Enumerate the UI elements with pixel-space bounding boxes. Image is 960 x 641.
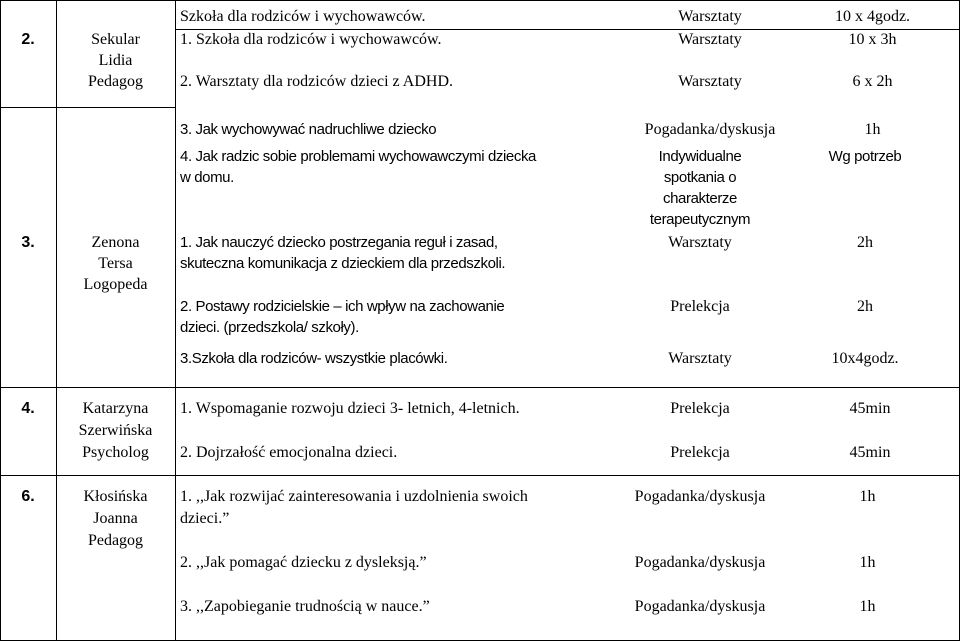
item-form: Pogadanka/dyskusja bbox=[634, 488, 766, 505]
item-form: spotkania o bbox=[663, 169, 737, 186]
row-number: 2. bbox=[21, 31, 35, 48]
person-name: Tersa bbox=[98, 255, 133, 272]
item-form: terapeutycznym bbox=[649, 211, 751, 228]
item-form: Indywidualne bbox=[658, 148, 742, 165]
item-title: 2. Warsztaty dla rodziców dzieci z ADHD. bbox=[180, 73, 453, 90]
grid-line bbox=[0, 475, 960, 476]
item-title: 1. ,,Jak rozwijać zainteresowania i uzdolnienia swoich bbox=[180, 488, 528, 505]
item-form: Prelekcja bbox=[670, 444, 730, 461]
item-time: 10 x 3h bbox=[848, 31, 897, 48]
item-time: 1h bbox=[859, 598, 876, 615]
item-title: 1. Wspomaganie rozwoju dzieci 3- letnich, 4-letnich. bbox=[180, 400, 520, 417]
item-title: dzieci. (przedszkola/ szkoły). bbox=[180, 319, 359, 336]
item-form: Pogadanka/dyskusja bbox=[644, 121, 776, 138]
person-name: Szerwińska bbox=[78, 422, 153, 439]
item-title: 2. ,,Jak pomagać dziecku z dysleksją.” bbox=[180, 554, 427, 571]
grid-line bbox=[0, 107, 175, 108]
person-name: Katarzyna bbox=[82, 400, 149, 417]
item-form: Warsztaty bbox=[668, 234, 732, 251]
item-time: 10 x 4godz. bbox=[834, 8, 911, 25]
row-number: 6. bbox=[21, 488, 35, 505]
item-title: 3. Jak wychowywać nadruchliwe dziecko bbox=[180, 121, 437, 138]
grid-line bbox=[0, 0, 1, 641]
item-form: Warsztaty bbox=[668, 350, 732, 367]
item-time: 2h bbox=[857, 234, 873, 251]
item-form: charakterze bbox=[663, 190, 737, 207]
item-form: Prelekcja bbox=[670, 298, 730, 315]
person-name: Lidia bbox=[98, 52, 133, 69]
item-time: Wg potrzeb bbox=[828, 148, 902, 165]
item-time: 1h bbox=[859, 554, 876, 571]
item-time: 6 x 2h bbox=[852, 73, 893, 90]
person-role: Logopeda bbox=[83, 276, 148, 293]
item-time: 45min bbox=[849, 444, 891, 461]
item-title: 2. Dojrzałość emocjonalna dzieci. bbox=[180, 444, 398, 461]
item-form: Warsztaty bbox=[678, 8, 742, 25]
person-role: Pedagog bbox=[87, 532, 144, 549]
item-time: 10x4godz. bbox=[831, 350, 899, 367]
item-form: Warsztaty bbox=[678, 73, 742, 90]
row-number: 4. bbox=[21, 400, 35, 417]
person-name: Joanna bbox=[93, 510, 138, 527]
person-role: Psycholog bbox=[82, 444, 149, 461]
item-form: Pogadanka/dyskusja bbox=[634, 554, 766, 571]
person-role: Pedagog bbox=[87, 73, 144, 90]
person-name: Kłosińska bbox=[83, 488, 148, 505]
item-title: 2. Postawy rodzicielskie – ich wpływ na zachowanie bbox=[180, 298, 505, 315]
item-title: 1. Szkoła dla rodziców i wychowawców. bbox=[180, 31, 442, 48]
item-title: dzieci.” bbox=[180, 510, 230, 527]
item-form: Pogadanka/dyskusja bbox=[634, 598, 766, 615]
item-time: 45min bbox=[849, 400, 891, 417]
grid-line bbox=[0, 0, 960, 1]
item-title: 3. ,,Zapobieganie trudnością w nauce.” bbox=[180, 598, 430, 615]
item-title: w domu. bbox=[180, 169, 234, 186]
grid-line bbox=[0, 387, 960, 388]
row-number: 3. bbox=[21, 234, 35, 251]
item-title: 1. Jak nauczyć dziecko postrzegania reguł i zasad, bbox=[180, 234, 498, 251]
item-form: Prelekcja bbox=[670, 400, 730, 417]
person-name: Sekular bbox=[91, 31, 140, 48]
item-title: skuteczna komunikacja z dzieckiem dla przedszkoli. bbox=[180, 255, 506, 272]
person-name: Zenona bbox=[91, 234, 140, 251]
item-title: Szkoła dla rodziców i wychowawców. bbox=[180, 8, 426, 25]
item-title: 3.Szkoła dla rodziców- wszystkie placówki. bbox=[180, 350, 448, 367]
item-form: Warsztaty bbox=[678, 31, 742, 48]
item-time: 2h bbox=[857, 298, 873, 315]
item-time: 1h bbox=[864, 121, 881, 138]
item-title: 4. Jak radzic sobie problemami wychowawczymi dziecka bbox=[180, 148, 537, 165]
item-time: 1h bbox=[859, 488, 876, 505]
grid-line bbox=[175, 0, 176, 641]
